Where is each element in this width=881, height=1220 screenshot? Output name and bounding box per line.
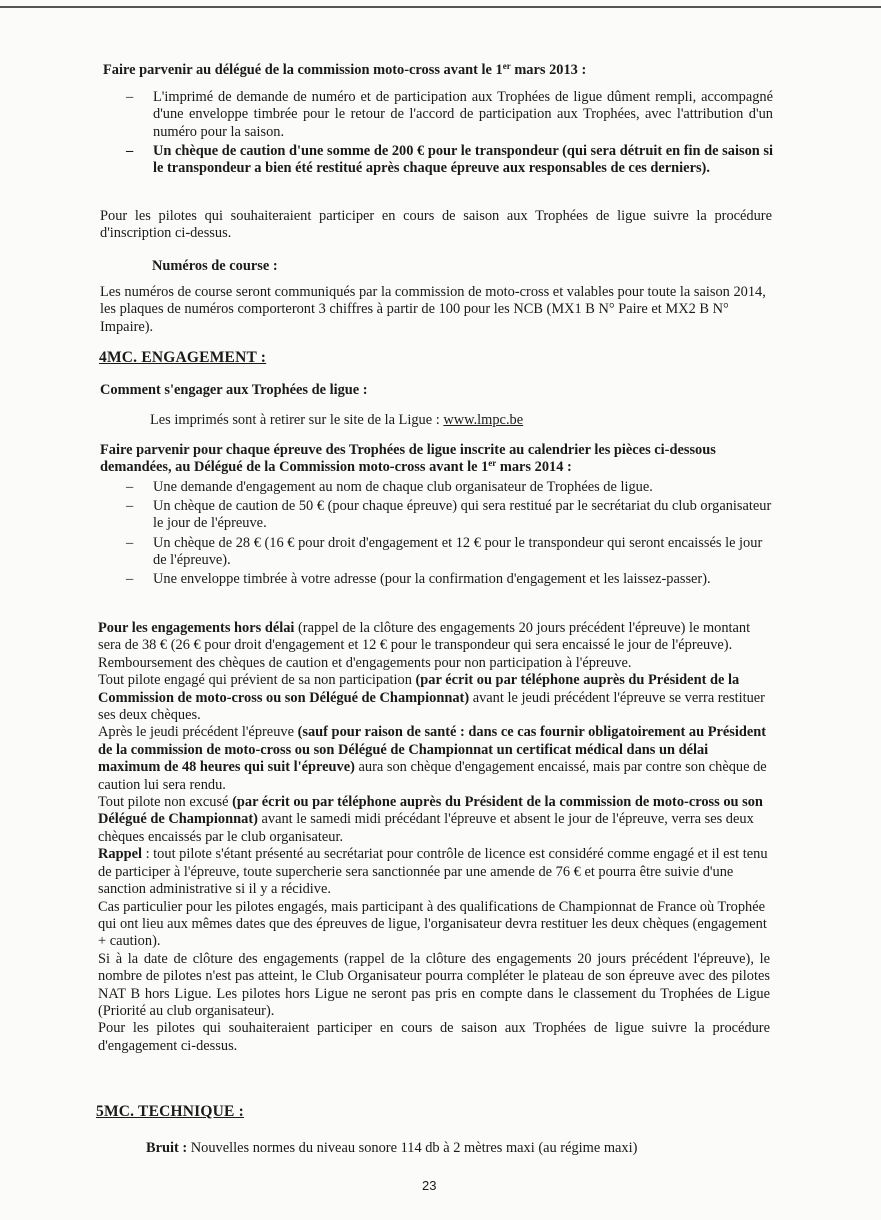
send-text-end: mars 2014 :	[496, 459, 572, 476]
paragraph: Cas particulier pour les pilotes engagés, mais participant à des qualifications de Championnat de France où Trophée qui ont lieu aux mêmes dates que des épreuves de ligue, l'organisateur devra restituer les deux chèques (engagement + caution).	[98, 898, 767, 950]
send-text: Faire parvenir pour chaque épreuve des Trophées de ligue inscrite au calendrier les pièces ci-dessous demandées, au Délégué de la Commission moto-cross avant le 1	[100, 442, 716, 476]
list-dash: –	[126, 89, 134, 105]
list-item: Un chèque de caution de 50 € (pour chaque épreuve) qui sera restitué par le secrétariat du club organisateur le jour de l'épreuve.	[153, 498, 772, 532]
body-text	[98, 620, 770, 1055]
list-item: Un chèque de caution d'une somme de 200 € pour le transpondeur (qui sera détruit en fin de saison si le transpondeur a bien été restitué après chaque épreuve aux responsables de ces derniers).	[153, 143, 773, 177]
paragraph-text: Après le jeudi précédent l'épreuve	[98, 724, 298, 741]
paragraph: Pour les pilotes qui souhaiteraient participer en cours de saison aux Trophées de ligue suivre la procédure d'inscription ci-dessus.	[100, 208, 772, 242]
superscript: er	[502, 61, 511, 71]
paragraph-text: avant le jeudi précédent l'épreuve se verra restituer ses deux chèques.	[98, 689, 765, 724]
list-item: Une enveloppe timbrée à votre adresse (pour la confirmation d'engagement et les laissez-passer).	[153, 571, 711, 587]
list-dash: –	[126, 535, 134, 551]
paragraph	[98, 672, 770, 724]
bold-text: (sauf pour raison de santé : dans ce cas fournir obligatoirement au Président de la commission de moto-cross ou son Délégué de Championnat un certificat médical dans un délai maximum de 48 heures qui suit l'épreuve)	[98, 724, 767, 776]
site-text: Les imprimés sont à retirer sur le site de la Ligue :	[150, 412, 444, 428]
bold-lead: Rappel	[98, 846, 142, 863]
bruit-label: Bruit :	[146, 1140, 188, 1156]
list-item: Un chèque de 28 € (16 € pour droit d'engagement et 12 € pour le transpondeur qui seront encaissés le jour de l'épreuve).	[153, 535, 763, 569]
paragraph: Pour les pilotes qui souhaiteraient participer en cours de saison aux Trophées de ligue suivre la procédure d'engagement ci-dessus.	[98, 1020, 770, 1054]
list-item: Une demande d'engagement au nom de chaque club organisateur de Trophées de ligue.	[153, 479, 653, 495]
paragraph-text: Tout pilote non excusé	[98, 794, 233, 811]
paragraph-text: Tout pilote engagé qui prévient de sa non participation	[98, 672, 416, 689]
heading-text: Faire parvenir au délégué de la commission moto-cross avant le 1	[103, 62, 503, 78]
superscript: er	[488, 458, 497, 469]
paragraph-text: avant le samedi midi précédant l'épreuve et absent le jour de l'épreuve, verra ses deux chèques encaissés par le club organisateur.	[98, 811, 754, 845]
paragraph-text: (rappel de la clôture des engagements 20 jours précédent l'épreuve) le montant sera de 38 € (26 € pour droit d'engagement et 12 € pour le transpondeur qui sera encaissé le jour de l'épreuve).	[98, 620, 751, 654]
site-link[interactable]: www.lmpc.be	[443, 412, 524, 428]
heading-text-end: mars 2013 :	[510, 62, 587, 78]
bruit-line	[146, 1140, 786, 1157]
section-heading	[103, 62, 783, 79]
paragraph	[98, 620, 770, 655]
send-instructions	[100, 442, 772, 477]
top-rule	[0, 6, 881, 8]
list-dash: –	[126, 479, 134, 495]
paragraph	[98, 794, 770, 846]
bruit-text: Nouvelles normes du niveau sonore 114 db à 2 mètres maxi (au régime maxi)	[187, 1140, 638, 1156]
bold-lead: Pour les engagements hors délai	[98, 620, 295, 636]
paragraph-text: aura son chèque d'engagement encaissé, mais par contre son chèque de caution lui sera rendu.	[98, 759, 767, 793]
subsection-title: Numéros de course :	[152, 258, 278, 274]
site-line	[150, 412, 523, 429]
list-item: L'imprimé de demande de numéro et de participation aux Trophées de ligue dûment rempli, accompagné d'une enveloppe timbrée pour le retour de l'accord de participation aux Trophées, avec l'attribution d'un numéro pour la saison.	[153, 89, 773, 140]
page-number: 23	[422, 1178, 437, 1193]
section-heading-technique: 5MC. TECHNIQUE :	[96, 1103, 245, 1120]
list-dash: –	[126, 571, 134, 587]
paragraph: Si à la date de clôture des engagements (rappel de la clôture des engagements 20 jours précédent l'épreuve), le nombre de pilotes n'est pas atteint, le Club Organisateur pourra compléter le plateau de son épreuve avec des pilotes NAT B hors Ligue. Les pilotes hors Ligue ne seront pas pris en compte dans le classement du Trophées de Ligue (Priorité au club organisateur).	[98, 950, 770, 1019]
bold-text: (par écrit ou par téléphone auprès du Président de la Commission de moto-cross ou son Délégué de Championnat)	[98, 672, 740, 706]
paragraph: Les numéros de course seront communiqués par la commission de moto-cross et valables pour toute la saison 2014, les plaques de numéros comporteront 3 chiffres à partir de 100 pour les NCB (MX1 B N° Paire et MX2 B N° Impaire).	[100, 284, 766, 335]
list-dash: –	[126, 498, 134, 514]
paragraph	[98, 724, 770, 794]
section-heading-engagement: 4MC. ENGAGEMENT :	[99, 349, 267, 366]
subsection-title: Comment s'engager aux Trophées de ligue :	[100, 382, 368, 398]
paragraph-text: : tout pilote s'étant présenté au secrétariat pour contrôle de licence est considéré comme engagé et il est tenu de participer à l'épreuve, toute supercherie sera sanctionnée par une amende de 76 € et pourra être suivie d'une sanction administrative si il y a récidive.	[98, 846, 768, 898]
paragraph: Remboursement des chèques de caution et d'engagements pour non participation à l'épreuve.	[98, 654, 632, 671]
paragraph	[98, 846, 770, 898]
bold-text: (par écrit ou par téléphone auprès du Président de la commission de moto-cross ou son Délégué de Championnat)	[98, 794, 763, 828]
list-dash: –	[126, 143, 134, 159]
